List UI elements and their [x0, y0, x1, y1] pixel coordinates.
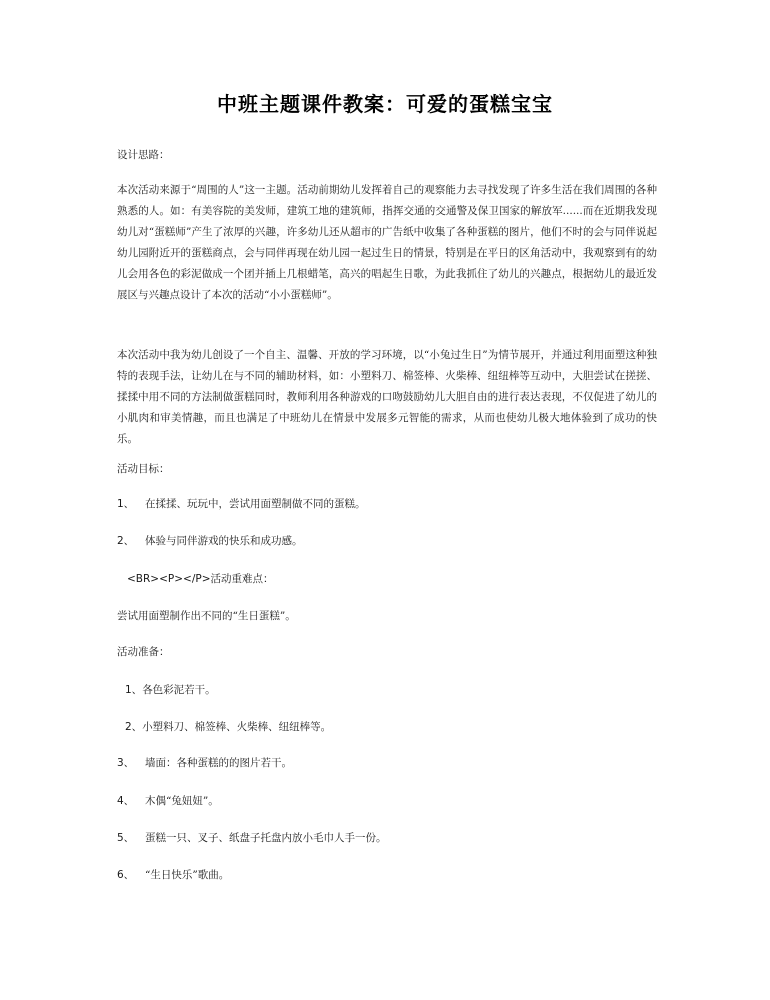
goal-text: 体验与同伴游戏的快乐和成功感。: [145, 535, 303, 547]
prep-text: 墙面：各种蛋糕的的图片若干。: [145, 757, 292, 769]
prep-text: 蛋糕一只、叉子、纸盘子托盘内放小毛巾人手一份。: [145, 832, 387, 844]
html-tag-text: <BR><P></P>: [127, 573, 211, 585]
prep-number: 3、: [117, 757, 135, 769]
prep-text: “生日快乐”歌曲。: [145, 869, 230, 881]
goal-item: [117, 534, 657, 548]
paragraph-2: 本次活动中我为幼儿创设了一个自主、温馨、开放的学习环境，以“小兔过生日”为情节展开，并通过利用面塑这种独特的表现手法，让幼儿在与不同的辅助材料，如：小塑料刀、棉签棒、火柴棒、纽纽棒等互动中，大胆尝试在搓搓、揉揉中用不同的方法制做蛋糕同时，教师利用各种游戏的口吻鼓励幼儿大胆自由的进行表达表现，不仅促进了幼儿的小肌肉和审美情趣，而且也满足了中班幼儿在情景中发展多元智能的需求，从而也使幼儿极大地体验到了成功的快乐。: [117, 349, 657, 445]
prep-text: 小塑料刀、棉签棒、火柴棒、纽纽棒等。: [142, 721, 332, 733]
goal-text: 在揉揉、玩玩中，尝试用面塑制做不同的蛋糕。: [145, 498, 366, 510]
key-points-label: 活动重难点：: [210, 573, 274, 585]
prep-number: 6、: [117, 869, 135, 881]
goal-number: 1、: [117, 498, 135, 510]
prep-label: 活动准备：: [117, 646, 170, 658]
prep-text: 木偶“兔妞妞”。: [145, 795, 219, 807]
prep-text: 各色彩泥若干。: [142, 684, 216, 696]
goal-number: 2、: [117, 535, 135, 547]
prep-item: [117, 794, 657, 808]
key-points-text: 尝试用面塑制作出不同的“生日蛋糕”。: [117, 610, 296, 622]
prep-item: [125, 720, 665, 734]
page-title: 中班主题课件教案：可爱的蛋糕宝宝: [217, 92, 553, 116]
prep-item: [117, 831, 657, 845]
goal-item: [117, 497, 657, 511]
prep-number: 5、: [117, 832, 135, 844]
prep-item: [125, 683, 665, 697]
prep-number: 1、: [125, 684, 143, 696]
prep-number: 2、: [125, 721, 143, 733]
key-points-heading: [127, 572, 667, 586]
goals-label: 活动目标：: [117, 463, 170, 475]
design-label: 设计思路：: [117, 149, 170, 161]
prep-item: [117, 868, 657, 882]
prep-item: [117, 756, 657, 770]
prep-number: 4、: [117, 795, 135, 807]
paragraph-1: 本次活动来源于“周围的人”这一主题。活动前期幼儿发挥着自己的观察能力去寻找发现了许多生活在我们周围的各种熟悉的人。如：有美容院的美发师，建筑工地的建筑师，指挥交通的交通警及保卫国家的解放军......而在近期我发现幼儿对“蛋糕师”产生了浓厚的兴趣，许多幼儿还从超市的广告纸中收集了各种蛋糕的图片，他们不时的会与同伴说起幼儿园附近开的蛋糕商点，会与同伴再现在幼儿园一起过生日的情景，特别是在平日的区角活动中，我观察到有的幼儿会用各色的彩泥做成一个团并插上几根蜡笔，高兴的唱起生日歌，为此我抓住了幼儿的兴趣点，根据幼儿的最近发展区与兴趣点设计了本次的活动“小小蛋糕师”。: [117, 184, 657, 301]
